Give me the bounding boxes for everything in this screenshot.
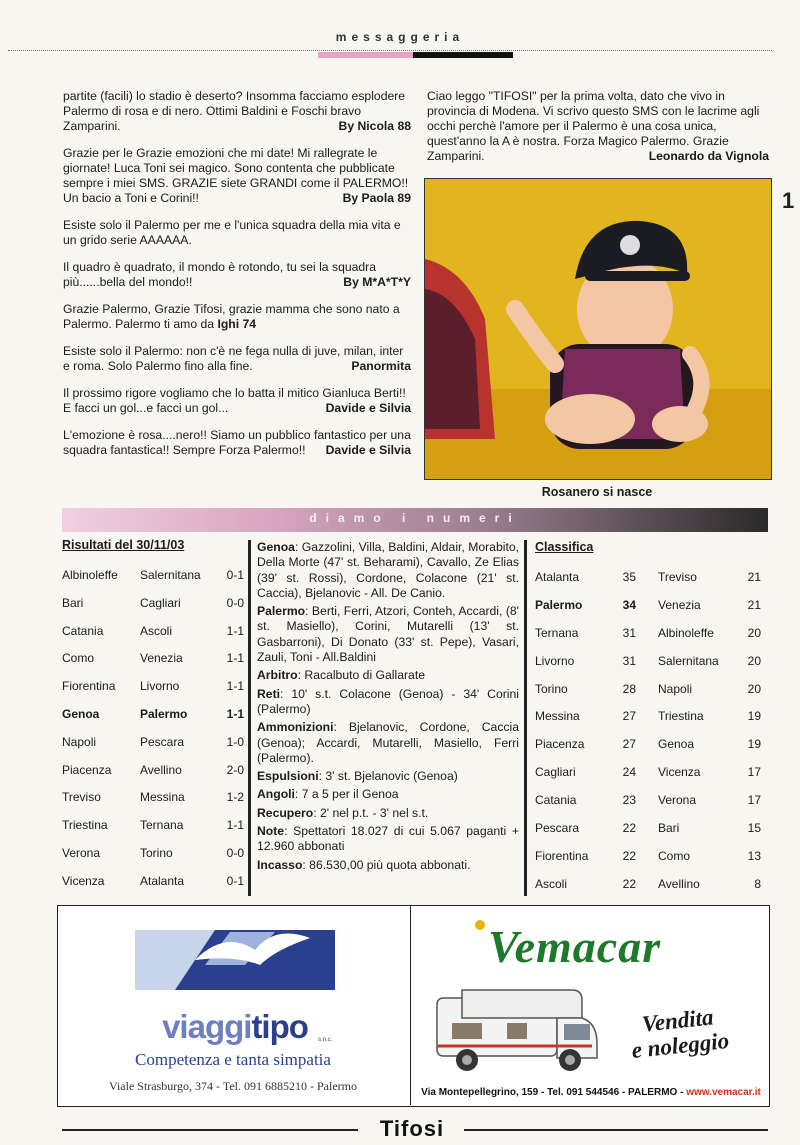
team-points: 35 [622,570,636,584]
score: 1-1 [226,679,244,694]
home-team: Treviso [62,790,101,805]
score: 0-0 [226,845,244,860]
message-signature: By M*A*T*Y [343,275,411,289]
results-title: Risultati del 30/11/03 [62,538,185,552]
message-signature: Leonardo da Vignola [648,149,769,163]
report-text: : 2' nel p.t. - 3' nel s.t. [313,805,429,820]
message-text: Esiste solo il Palermo per me e l'unica squadra della mia vita e un grido serie AAAAAA. [63,218,401,247]
seagull-icon [135,920,335,1000]
message [63,89,411,134]
home-team: Genoa [62,706,100,721]
message-text: Il quadro è quadrato, il mondo è rotondo, tu sei la squadra più......bella del mondo!! [63,260,377,289]
header-black-bar [413,52,513,58]
team-points: 19 [747,737,761,752]
team-name: Catania [535,793,577,808]
report-label: Recupero [257,805,314,820]
team-name: Piacenza [535,737,585,752]
report-label: Reti [257,686,281,701]
home-team: Bari [62,595,84,610]
message [63,344,411,374]
home-team: Vicenza [62,873,105,888]
result-row [62,568,244,596]
team-name: Salernitana [658,653,719,668]
report-label: Palermo [257,604,306,619]
result-row [62,679,244,707]
baby-illustration [425,179,771,479]
standings-row [535,626,761,654]
report-text: : 86.530,00 più quota abbonati. [302,857,471,872]
team-name: Messina [535,709,580,724]
spacer [636,598,658,626]
standings-row [535,737,761,765]
team-points: 20 [747,653,761,668]
team-name: Como [658,848,691,863]
report-label: Ammonizioni [257,720,334,735]
report-entry [257,824,519,855]
result-row [62,624,244,652]
section-band-label: diamo i numeri [309,511,521,525]
team-name: Venezia [658,597,701,612]
message-text: Il prossimo rigore vogliamo che lo batta il mitico Gianluca Berti!! E facci un gol...e facci un gol... [63,386,406,415]
result-row [62,735,244,763]
report-label: Espulsioni [257,769,319,784]
away-team: Palermo [140,706,188,721]
report-entry [257,668,519,683]
score: 1-0 [226,734,244,749]
result-row [62,707,244,735]
report-text: : 3' st. Bjelanovic (Genoa) [318,769,458,784]
away-team: Ascoli [140,623,173,638]
team-name: Vicenza [658,765,701,780]
ads-divider [410,905,411,1105]
result-row [62,818,244,846]
team-name: Ascoli [535,876,568,891]
standings-title: Classifica [535,540,594,554]
section-title: messaggeria [335,30,465,44]
report-entry [257,540,519,601]
viaggitipo-suffix: s.n.c. [318,1037,333,1043]
team-name: Bari [658,821,680,836]
away-team: Livorno [140,679,180,694]
standings-row [535,821,761,849]
vemacar-slogan: Vendita e noleggio [630,1004,731,1063]
magazine-logo: Tifosi [379,1116,445,1141]
away-team: Messina [140,790,185,805]
team-name: Avellino [658,876,700,891]
team-name: Napoli [658,681,693,696]
vemacar-dot-icon [475,920,485,930]
team-points: 27 [622,737,636,752]
spacer [636,821,658,849]
message-signature: By Paola 89 [342,191,411,205]
message-text: Grazie per le Grazie emozioni che mi date! Mi rallegrate le giornate! Luca Toni sei magico. Sono contenta che pubblicate sempre i miei SMS. GRAZIE siete GRANDI come il PALERMO!! Un bacio a Toni e Corini!! [63,146,409,205]
away-team: Torino [140,845,173,860]
team-points: 23 [622,793,636,808]
message [63,146,411,206]
photo-caption: Rosanero si nasce [541,485,653,499]
camper-van-icon [432,988,602,1085]
standings-row [535,598,761,626]
team-name: Pescara [535,821,580,836]
team-name: Triestina [658,709,704,724]
team-points: 24 [622,765,636,780]
message-signature: By Nicola 88 [338,119,411,133]
spacer [636,682,658,710]
report-text: : Berti, Ferri, Atzori, Conteh, Accardi, (8' st. Masiello), Corini, Mutarelli (13' st. Gasbarroni), Di Donato (33' st. Pepe), Vasari, Zauli, Toni - All.Baldini [257,604,519,665]
team-points: 28 [622,681,636,696]
home-team: Fiorentina [62,679,116,694]
spacer [636,570,658,598]
home-team: Triestina [62,818,108,833]
message [63,386,411,416]
result-row [62,790,244,818]
team-name: Fiorentina [535,848,589,863]
spacer [636,709,658,737]
team-points: 15 [747,821,761,836]
team-points: 21 [747,597,761,612]
viaggitipo-brand: viaggitipo [162,1008,308,1045]
page-number: 1 [782,188,795,213]
message [427,89,769,164]
team-points: 22 [622,848,636,863]
viaggitipo-logo [135,920,335,1005]
report-text: : Gazzolini, Villa, Baldini, Aldair, Morabito, Della Morte (47' st. Beharami), Cavallo, Ze Elias (39' st. Rossi), Cordone, Colacone (21' st. Caccia), Bjelanovic - All. De Canio. [257,540,519,600]
message-signature: Ighi 74 [217,317,257,331]
report-text: : Bjelanovic, Cordone, Caccia (Genoa); Accardi, Mutarelli, Masiello, Ferri (Palermo). [257,720,519,765]
standings-row [535,570,761,598]
team-name: Albinoleffe [658,625,714,640]
standings-row [535,877,761,905]
home-team: Verona [62,845,101,860]
report-text: : Racalbuto di Gallarate [297,668,425,683]
message [63,302,411,332]
team-name: Palermo [535,597,583,612]
standings-row [535,682,761,710]
team-points: 22 [622,876,636,891]
column-divider [248,540,251,896]
score: 0-1 [226,873,244,888]
report-entry [257,769,519,784]
score: 1-1 [226,818,244,833]
report-entry [257,858,519,873]
team-points: 17 [747,793,761,808]
result-row [62,596,244,624]
standings-table [535,540,761,905]
report-entry [257,687,519,718]
spacer [636,654,658,682]
vemacar-address: Via Montepellegrino, 159 - Tel. 091 544546 - PALERMO - www.vemacar.it [421,1087,761,1098]
team-points: 31 [622,625,636,640]
score: 0-0 [226,595,244,610]
result-row [62,651,244,679]
report-text: : Spettatori 18.027 di cui 5.067 paganti + 12.960 abbonati [257,824,519,854]
standings-row [535,765,761,793]
away-team: Cagliari [140,595,181,610]
away-team: Salernitana [140,568,201,582]
team-name: Treviso [658,570,697,584]
team-name: Torino [535,681,568,696]
report-label: Angoli [257,787,295,802]
message-text: Ciao leggo "TIFOSI" per la prima volta, dato che vivo in provincia di Modena. Vi scrivo questo SMS con le lacrime agli occhi perchè l'amore per il Palermo è una cosa unica, quest'anno la A è nostra. Forza Magico Palermo. Grazie Zamparini. [427,89,760,163]
report-label: Genoa [257,540,295,554]
footer-rule-right [464,1129,768,1131]
team-name: Cagliari [535,765,576,780]
match-report [257,540,519,876]
team-points: 31 [622,653,636,668]
team-name: Verona [658,793,697,808]
report-entry [257,806,519,821]
away-team: Pescara [140,734,185,749]
away-team: Avellino [140,762,182,777]
home-team: Como [62,651,95,666]
messages-left-column [63,89,411,470]
score: 1-1 [226,706,244,721]
result-row [62,874,244,902]
standings-row [535,654,761,682]
team-name: Genoa [658,737,695,752]
report-label: Incasso [257,857,303,872]
report-text: : 7 a 5 per il Genoa [294,787,399,802]
message-text: L'emozione è rosa....nero!! Siamo un pubblico fantastico per una squadra fantastica!! Sempre Forza Palermo!! [63,428,411,457]
report-text: : 10' s.t. Colacone (Genoa) - 34' Corini (Palermo) [257,686,519,716]
team-name: Atalanta [535,570,580,584]
message-signature: Panormita [351,359,411,373]
message [63,260,411,290]
baby-photo [424,178,772,480]
vemacar-website: www.vemacar.it [686,1087,761,1098]
away-team: Atalanta [140,873,185,888]
home-team: Napoli [62,734,97,749]
message [63,428,411,458]
spacer [636,793,658,821]
result-row [62,846,244,874]
team-points: 19 [747,709,761,724]
team-points: 22 [622,821,636,836]
result-row [62,763,244,791]
standings-row [535,849,761,877]
score: 0-1 [226,568,244,582]
team-points: 20 [747,625,761,640]
message-text: Esiste solo il Palermo: non c'è ne fega nulla di juve, milan, inter e roma. Solo Palermo fino alla fine. [63,344,404,373]
message-signature: Davide e Silvia [325,443,411,457]
team-points: 27 [622,709,636,724]
viaggitipo-address: Viale Strasburgo, 374 - Tel. 091 6885210 - Palermo [109,1079,357,1093]
header-pink-bar [318,52,413,58]
home-team: Piacenza [62,762,112,777]
score: 1-2 [226,790,244,805]
results-table [62,538,244,902]
standings-row [535,793,761,821]
team-name: Livorno [535,653,575,668]
team-points: 13 [747,848,761,863]
team-name: Ternana [535,625,579,640]
report-label: Note [257,824,285,839]
report-entry [257,604,519,665]
score: 1-1 [226,623,244,638]
team-points: 8 [754,876,761,891]
report-entry [257,720,519,766]
team-points: 20 [747,681,761,696]
team-points: 17 [747,765,761,780]
spacer [636,737,658,765]
vemacar-brand: Vemacar [488,921,662,972]
messages-right-column [427,89,769,176]
message-signature: Davide e Silvia [325,401,411,415]
report-label: Arbitro [257,668,298,683]
away-team: Venezia [140,651,183,666]
home-team: Catania [62,623,104,638]
message-text: partite (facili) lo stadio è deserto? Insomma facciamo esplodere Palermo di rosa e di nero. Ottimi Baldini e Foschi bravo Zamparini. [63,89,406,133]
home-team: Albinoleffe [62,568,118,582]
message-text: Grazie Palermo, Grazie Tifosi, grazie mamma che sono nato a Palermo. Palermo ti amo da [63,302,400,331]
score: 2-0 [226,762,244,777]
standings-row [535,709,761,737]
viaggitipo-slogan: Competenza e tanta simpatia [135,1050,331,1069]
message [63,218,411,248]
team-points: 34 [622,597,636,612]
spacer [636,877,658,905]
header-rule [8,50,772,51]
column-divider [524,540,527,896]
away-team: Ternana [140,818,184,833]
team-points: 21 [747,570,761,584]
report-entry [257,787,519,802]
spacer [636,849,658,877]
footer-rule-left [62,1129,358,1131]
score: 1-1 [226,651,244,666]
spacer [636,765,658,793]
spacer [636,626,658,654]
